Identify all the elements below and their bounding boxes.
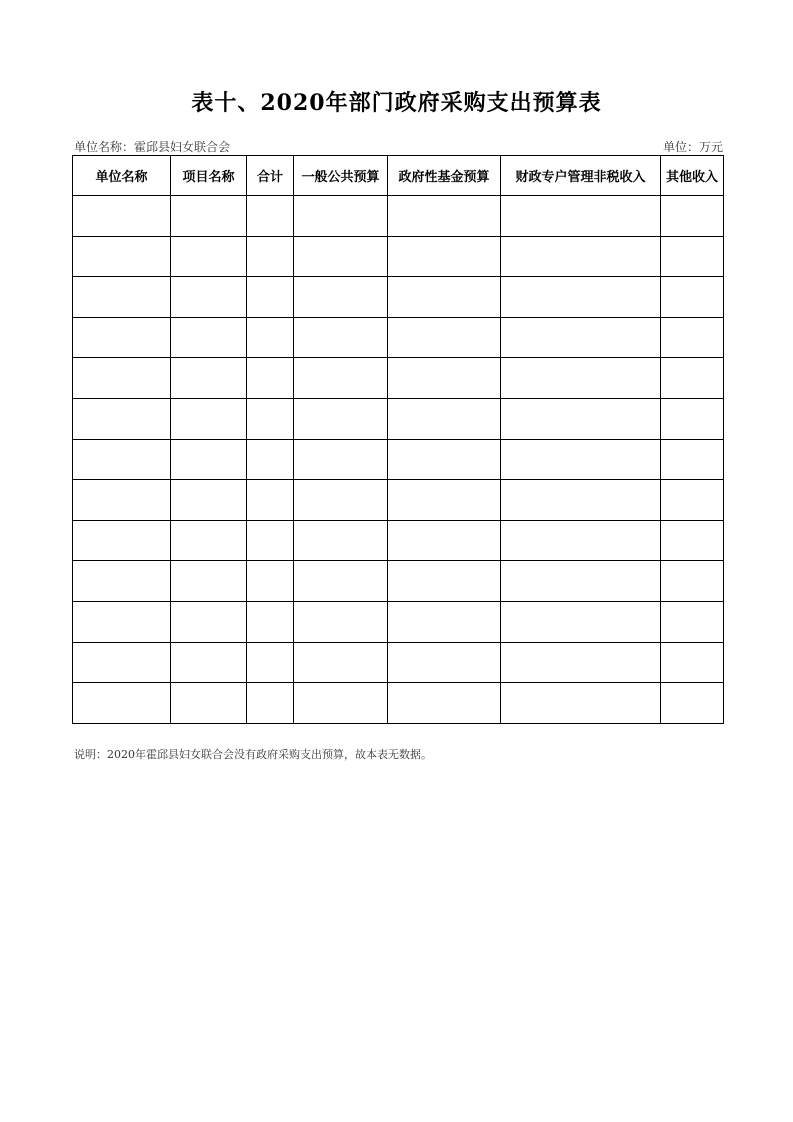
table-row [73, 398, 724, 439]
table-cell [294, 196, 388, 237]
table-cell [171, 683, 247, 724]
table-cell [73, 683, 171, 724]
table-cell [388, 398, 501, 439]
table-cell [73, 439, 171, 480]
table-cell [247, 683, 294, 724]
column-header: 其他收入 [661, 156, 724, 196]
table-cell [501, 439, 661, 480]
table-cell [501, 196, 661, 237]
table-cell [501, 480, 661, 521]
column-header: 政府性基金预算 [388, 156, 501, 196]
column-header: 一般公共预算 [294, 156, 388, 196]
table-cell [73, 561, 171, 602]
table-row [73, 601, 724, 642]
table-cell [388, 277, 501, 318]
table-cell [501, 277, 661, 318]
table-cell [247, 642, 294, 683]
table-row [73, 358, 724, 399]
table-cell [661, 480, 724, 521]
table-cell [388, 480, 501, 521]
table-cell [388, 683, 501, 724]
note-text: 说明：2020年霍邱县妇女联合会没有政府采购支出预算，故本表无数据。 [74, 748, 432, 761]
table-cell [171, 561, 247, 602]
table-cell [171, 480, 247, 521]
table-cell [388, 601, 501, 642]
table-cell [661, 398, 724, 439]
table-cell [73, 601, 171, 642]
table-row [73, 277, 724, 318]
table-cell [661, 439, 724, 480]
table-row [73, 480, 724, 521]
table-cell [171, 236, 247, 277]
table-cell [388, 236, 501, 277]
table-cell [388, 520, 501, 561]
unit-name-label: 单位名称：霍邱县妇女联合会 [74, 140, 231, 154]
table-cell [171, 398, 247, 439]
table-cell [171, 601, 247, 642]
table-cell [294, 520, 388, 561]
table-cell [661, 683, 724, 724]
table-cell [73, 277, 171, 318]
table-cell [501, 358, 661, 399]
table-cell [388, 642, 501, 683]
table-cell [171, 277, 247, 318]
table-cell [247, 358, 294, 399]
table-cell [247, 317, 294, 358]
column-header: 单位名称 [73, 156, 171, 196]
table-cell [501, 236, 661, 277]
table-cell [73, 398, 171, 439]
table-cell [171, 520, 247, 561]
table-cell [247, 277, 294, 318]
table-cell [388, 561, 501, 602]
table-cell [501, 561, 661, 602]
table-cell [247, 439, 294, 480]
table-cell [294, 277, 388, 318]
table-cell [388, 439, 501, 480]
table-cell [247, 236, 294, 277]
procurement-budget-table [72, 155, 724, 724]
table-cell [171, 439, 247, 480]
table-row [73, 561, 724, 602]
table-cell [501, 642, 661, 683]
table-row [73, 642, 724, 683]
table-cell [661, 236, 724, 277]
table-cell [294, 398, 388, 439]
table-cell [73, 642, 171, 683]
table-cell [73, 196, 171, 237]
table-cell [294, 683, 388, 724]
table-cell [294, 439, 388, 480]
table-cell [73, 520, 171, 561]
column-header: 项目名称 [171, 156, 247, 196]
table-cell [294, 236, 388, 277]
table-cell [247, 561, 294, 602]
table-cell [294, 642, 388, 683]
table-cell [171, 642, 247, 683]
table-cell [501, 601, 661, 642]
table-cell [294, 358, 388, 399]
table-cell [501, 398, 661, 439]
table-body [73, 196, 724, 724]
table-cell [294, 317, 388, 358]
column-header: 财政专户管理非税收入 [501, 156, 661, 196]
table-cell [247, 601, 294, 642]
table-cell [171, 317, 247, 358]
table-cell [501, 520, 661, 561]
table-cell [73, 236, 171, 277]
table-cell [661, 358, 724, 399]
table-cell [501, 683, 661, 724]
table-cell [661, 196, 724, 237]
table-cell [73, 480, 171, 521]
table-row [73, 317, 724, 358]
table-cell [294, 480, 388, 521]
table-cell [294, 601, 388, 642]
table-cell [661, 601, 724, 642]
table-cell [661, 561, 724, 602]
table-row [73, 520, 724, 561]
table-cell [171, 358, 247, 399]
table-row [73, 236, 724, 277]
table-cell [247, 398, 294, 439]
table-cell [661, 277, 724, 318]
table-cell [501, 317, 661, 358]
table-cell [247, 520, 294, 561]
table-cell [388, 196, 501, 237]
table-cell [388, 358, 501, 399]
table-cell [73, 358, 171, 399]
table-row [73, 439, 724, 480]
table-cell [73, 317, 171, 358]
table-row [73, 683, 724, 724]
table-cell [661, 642, 724, 683]
table-cell [247, 480, 294, 521]
table-cell [171, 196, 247, 237]
table-cell [247, 196, 294, 237]
table-header-row [73, 156, 724, 196]
table-cell [661, 317, 724, 358]
table-row [73, 196, 724, 237]
table-cell [388, 317, 501, 358]
page-title: 表十、2020年部门政府采购支出预算表 [191, 90, 602, 116]
column-header: 合计 [247, 156, 294, 196]
table-cell [294, 561, 388, 602]
unit-label: 单位：万元 [662, 140, 723, 154]
table-cell [661, 520, 724, 561]
